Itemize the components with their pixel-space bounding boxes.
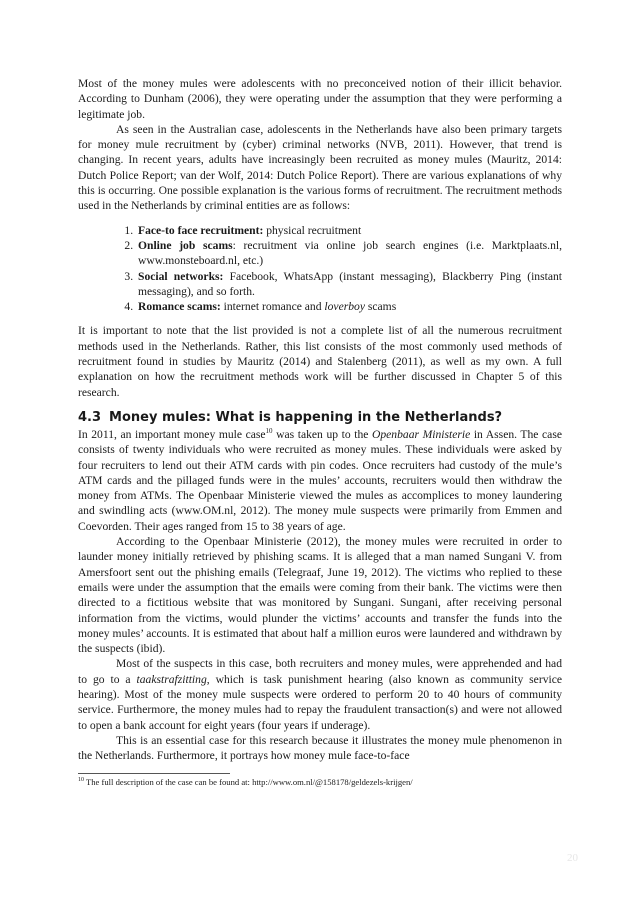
section-title: Money mules: What is happening in the Netherlands?: [109, 409, 503, 425]
footnote-reference[interactable]: 10: [265, 427, 273, 436]
list-item-desc: Facebook, WhatsApp (instant messaging), Blackberry Ping (instant messaging), and so forth.: [138, 269, 562, 298]
page-number: 20: [567, 852, 578, 864]
footnote-divider: [78, 773, 230, 774]
list-item-desc: internet romance and: [220, 300, 325, 314]
footnote: [78, 777, 562, 788]
list-item-term: Romance scams:: [138, 300, 221, 314]
list-item-desc: : recruitment via online job search engines (i.e. Marktplaats.nl, www.monsteboard.nl, etc.): [138, 238, 563, 268]
list-item-term: Social networks:: [138, 269, 224, 283]
intro-paragraph-1: Most of the money mules were adolescents with no preconceived notion of their illicit behavior. According to Dunham (2006), they were operating under the assumption that they were performing a legitimate job.: [78, 77, 562, 121]
section-paragraph-3: Most of the suspects in this case, both recruiters and money mules, were apprehended and had to go to a taakstrafzitting, which is task punishment hearing (also known as community service hearing). Most of the money mule suspects were ordered to perform 20 to 40 hours of community service. Furthermore, the money mules had to repay the fraudulent transaction(s) and were not allowed to open a bank account for eight years (four years if underage).: [78, 657, 563, 732]
list-item-desc-after: scams: [364, 300, 397, 314]
section-paragraph-1: In 2011, an important money mule case$^{10}$ was taken up to the Openbaar Ministerie in Assen. The case consists of twenty individuals who were recruited as money mules. These individuals were asked by four recruiters to lend out their ATM cards with pin codes. Once recruiters had custody of the mule’s ATM cards and the pillaged funds were in the mules’ accounts, recruiters would then withdraw the money from ATMs. The Openbaar Ministerie viewed the mules as accomplices to money laundering and swindling acts (www.OM.nl, 2012). The money mule suspects were primarily from Emmen and Coevorden. Their ages ranged from 15 to 38 years of age.: [78, 427, 562, 533]
list-item: [136, 299, 562, 314]
section-number: 4.3: [78, 409, 102, 425]
list-item: [136, 269, 562, 300]
footnote-marker: 10: [78, 777, 84, 784]
after-list-paragraph: It is important to note that the list provided is not a complete list of all the numerous recruitment methods used in the Netherlands. Rather, this list consists of the most commonly used methods of recruitment found in studies by Mauritz (2014) and Stalenberg (2011), as well as my own. A full explanation on how the recruitment methods work will be further discussed in Chapter 5 of this research.: [78, 324, 562, 399]
list-item-term: Online job scams: [138, 238, 233, 252]
intro-paragraph-2: As seen in the Australian case, adolescents in the Netherlands have also been primary targets for money mule recruitment by (cyber) criminal networks (NVB, 2011). However, that trend is changing. In recent years, adults have increasingly been recruited as money mules (Mauritz, 2014: Dutch Police Report; van der Wolf, 2014: Dutch Police Report). There are various explanations of why this is occurring. One possible explanation is the various forms of recruitment. The recruitment methods used in the Netherlands by criminal entities are as follows:: [78, 122, 562, 213]
section-paragraph-2: According to the Openbaar Ministerie (2012), the money mules were recruited in order to launder money initially retrieved by phishing scams. It is alleged that a man named Sungani V. from Amersfoort sent out the phishing emails (Telegraaf, June 19, 2012). The victims who replied to these emails were under the assumption that the emails were coming from their bank. The victims were then directed to a fictitious website that was monitored by Sungani. Sungani, after receiving personal information from the victims, would plunder the victims’ accounts and transfer the funds into the money mules’ accounts. It is estimated that about half a million euros were laundered and withdrawn by the suspects (ibid).: [78, 535, 562, 656]
list-item-desc: physical recruitment: [263, 223, 362, 237]
section-paragraph-4: This is an essential case for this research because it illustrates the money mule phenomenon in the Netherlands. Furthermore, it portrays how money mule face-to-face: [78, 733, 562, 763]
recruitment-methods-list: [78, 223, 562, 315]
document-page: [78, 76, 562, 788]
list-item-italic: loverboy: [324, 300, 365, 314]
footnote-text: The full description of the case can be found at: http://www.om.nl/@158178/geldezels-krijgen/: [84, 777, 413, 788]
section-heading: [78, 409, 562, 426]
list-item: [136, 238, 562, 269]
list-item: [136, 223, 562, 238]
list-item-term: Face-to face recruitment:: [138, 223, 264, 237]
